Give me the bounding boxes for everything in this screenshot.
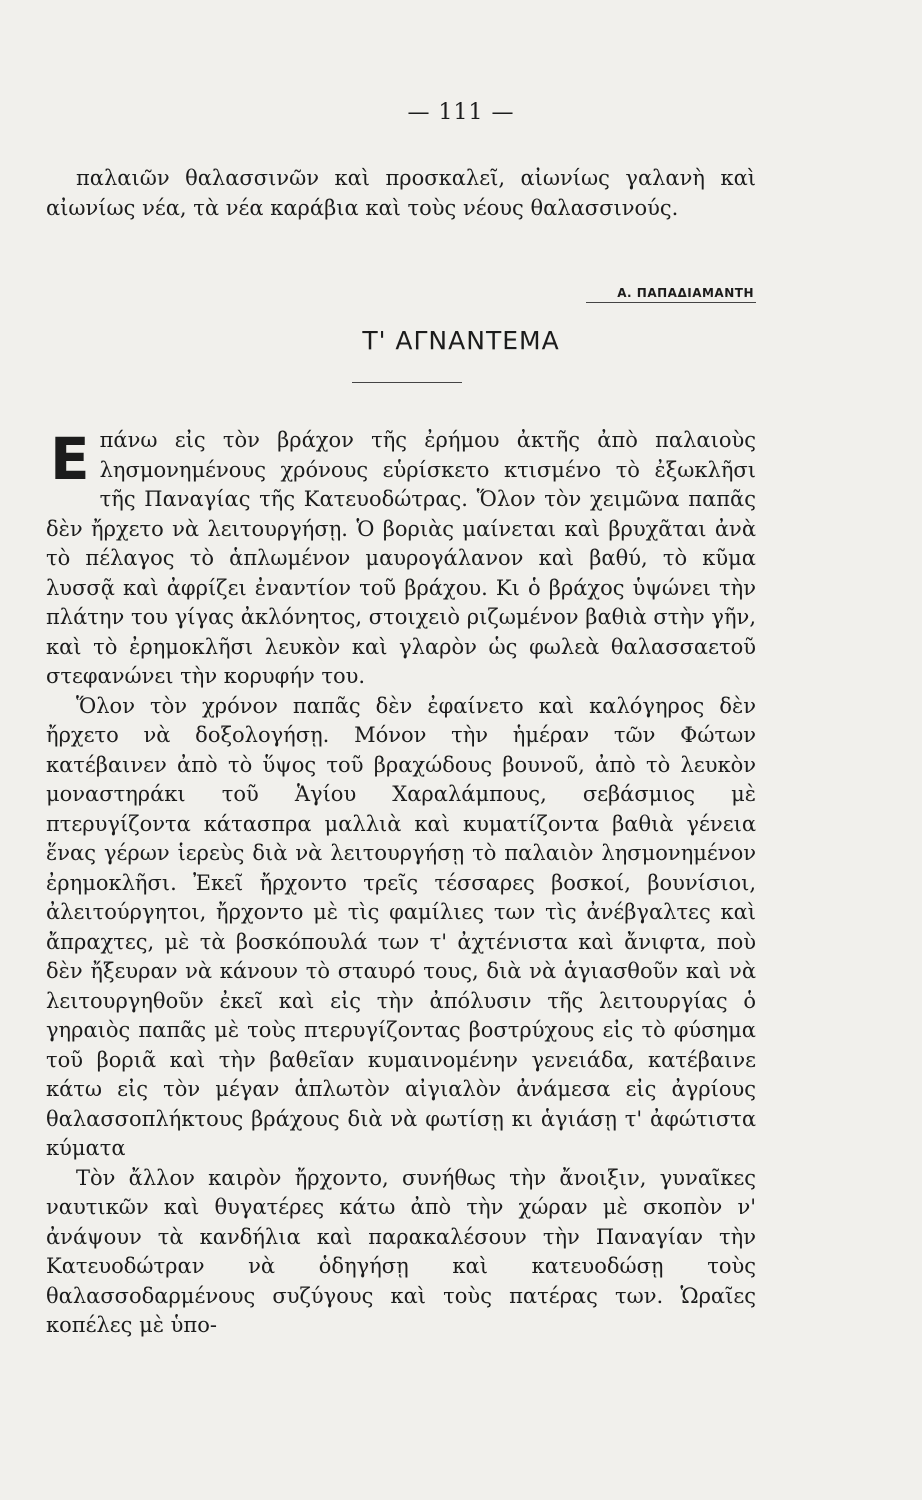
title-rule (352, 382, 462, 383)
story-body (46, 426, 756, 1341)
previous-paragraph: παλαιῶν θαλασσινῶν καὶ προσκαλεῖ, αἰωνίως γαλανὴ καὶ αἰωνίως νέα, τὰ νέα καράβια καὶ τοὺς νέους θαλασσινούς. (46, 166, 756, 220)
previous-story-ending (46, 164, 756, 223)
paragraph-3: Τὸν ἄλλον καιρὸν ἤρχοντο, συνήθως τὴν ἄνοιξιν, γυναῖκες ναυτικῶν καὶ θυγατέρες κάτω ἀπὸ τὴν χώραν μὲ σκοπὸν ν' ἀνάψουν τὰ κανδήλια καὶ παρακαλέσουν τὴν Παναγίαν τὴν Κατευοδώτραν νὰ ὁδηγήσῃ καὶ κατευοδώσῃ τοὺς θαλασσοδαρμένους συζύγους καὶ τοὺς πατέρας των. Ὡραῖες κοπέλες μὲ ὑπο- (46, 1165, 756, 1337)
drop-cap: Ε (50, 425, 90, 493)
signature-rule (586, 302, 756, 303)
paragraph-1 (46, 426, 756, 692)
page-number: — 111 — (407, 100, 515, 125)
paragraph-2: Ὅλον τὸν χρόνον παπᾶς δὲν ἐφαίνετο καὶ καλόγηρος δὲν ἤρχετο νὰ δοξολογήσῃ. Μόνον τὴν ἡμέραν τῶν Φώτων κατέβαινεν ἀπὸ τὸ ὕψος τοῦ βραχώδους βουνοῦ, ἀπὸ τὸ λευκὸν μοναστηράκι τοῦ Ἁγίου Χαραλάμπους, σεβάσμιος μὲ πτερυγίζοντα κάτασπρα μαλλιὰ καὶ κυματίζοντα βαθιὰ γένεια ἕνας γέρων ἱερεὺς διὰ νὰ λειτουργήσῃ τὸ παλαιὸν λησμονημένον ἐρημοκλῆσι. Ἐκεῖ ἤρχοντο τρεῖς τέσσαρες βοσκοί, βουνίσιοι, ἀλειτούργητοι, ἤρχοντο μὲ τὶς φαμίλιες των τὶς ἀνέβγαλτες καὶ ἄπραχτες, μὲ τὰ βοσκόπουλά των τ' ἀχτένιστα καὶ ἄνιφτα, ποὺ δὲν ἤξευραν νὰ κάνουν τὸ σταυρό τους, διὰ νὰ ἁγιασθοῦν καὶ νὰ λειτουργηθοῦν ἐκεῖ καὶ εἰς τὴν ἀπόλυσιν τῆς λειτουργίας ὁ γηραιὸς παπᾶς μὲ τοὺς πτερυγίζοντας βοστρύχους εἰς τὸ φύσημα τοῦ βοριᾶ καὶ τὴν βαθεῖαν κυμαινομένην γενειάδα, κατέβαινε κάτω εἰς τὸν μέγαν ἁπλωτὸν αἰγιαλὸν ἀνάμεσα εἰς ἀγρίους θαλασσοπλήκτους βράχους διὰ νὰ φωτίσῃ κι ἁγιάσῃ τ' ἀφώτιστα κύματα (46, 693, 756, 1160)
story-title: Τ' ΑΓΝΑΝΤΕΜΑ (362, 326, 560, 355)
author-signature: Α. ΠΑΠΑΔΙΑΜΑΝΤΗ (617, 286, 754, 300)
paragraph-1-text: πάνω εἰς τὸν βράχον τῆς ἐρήμου ἀκτῆς ἀπὸ παλαιοὺς λησμονημένους χρόνους εὑρίσκετο κτισμένο τὸ ἐξωκλῆσι τῆς Παναγίας τῆς Κατευοδώτρας. Ὅλον τὸν χειμῶνα παπᾶς δὲν ἤρχετο νὰ λειτουργήσῃ. Ὁ βοριὰς μαίνεται καὶ βρυχᾶται ἀνὰ τὸ πέλαγος τὸ ἁπλωμένον μαυρογάλανον καὶ βαθύ, τὸ κῦμα λυσσᾷ καὶ ἀφρίζει ἐναντίον τοῦ βράχου. Κι ὁ βράχος ὑψώνει τὴν πλάτην του γίγας ἀκλόνητος, στοιχειὸ ριζωμένον βαθιὰ στὴν γῆν, καὶ τὸ ἐρημοκλῆσι λευκὸν καὶ γλαρὸν ὡς φωλεὰ θαλασσαετοῦ στεφανώνει τὴν κορυφήν του. (46, 428, 756, 688)
